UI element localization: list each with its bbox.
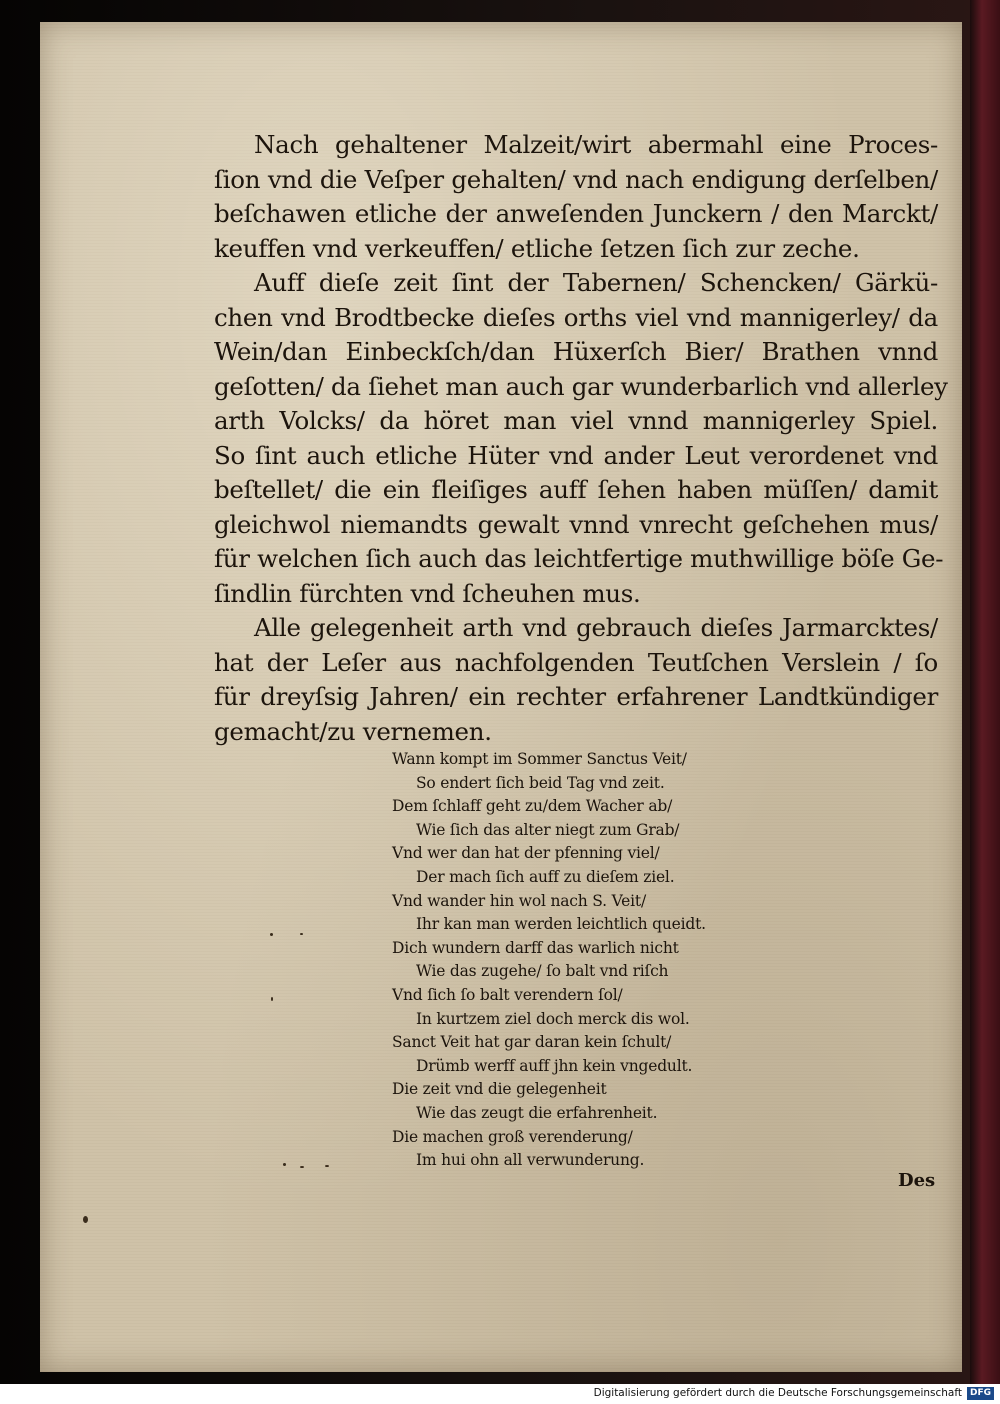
dfg-logo-icon: DFG [967, 1387, 994, 1400]
verse-line: Der mach ſich auff zu dieſem ziel. [416, 867, 675, 886]
verse-line: So endert ſich beid Tag vnd zeit. [416, 773, 665, 792]
text-line: gemacht/zu vernemen. [214, 716, 492, 746]
book-edge [970, 0, 1000, 1384]
text-line: Wein/dan Einbeckſch/dan Hüxerſch Bier/ Brathen vnnd [214, 337, 938, 366]
verse-line: Wie ſich das alter niegt zum Grab/ [416, 820, 680, 839]
text-line: gleichwol niemandts gewalt vnnd vnrecht geſchehen mus/ [214, 509, 938, 539]
text-line: ſion vnd die Veſper gehalten/ vnd nach endigung derſelben/ [214, 164, 938, 194]
verse-line: Im hui ohn all verwunderung. [416, 1151, 645, 1170]
verse-line: Vnd wander hin wol nach S. Veit/ [392, 891, 646, 910]
funding-notice: Digitalisierung gefördert durch die Deutsche Forschungsgemeinschaft [593, 1387, 962, 1399]
verse-line: Die zeit vnd die gelegenheit [392, 1080, 607, 1099]
main-text [214, 128, 948, 749]
verse-line: Ihr kan man werden leichtlich queidt. [416, 915, 706, 934]
text-line: beſtellet/ die ein fleiſiges auff ſehen haben müſſen/ damit [214, 475, 938, 504]
text-line: Nach gehaltener Malzeit/wirt abermahl eine Proces- [254, 130, 938, 159]
text-line: geſotten/ da ſiehet man auch gar wunderbarlich vnd allerley [214, 371, 948, 401]
text-line: Alle gelegenheit arth vnd gebrauch dieſes Jarmarcktes/ [254, 613, 938, 642]
text-line: keuffen vnd verkeuffen/ etliche ſetzen ſich zur zeche. [214, 233, 860, 263]
verse-line: Wie das zeugt die erfahrenheit. [416, 1103, 658, 1122]
text-line: So ſint auch etliche Hüter vnd ander Leut verordenet vnd [214, 440, 938, 470]
text-line: beſchawen etliche der anweſenden Junckern / den Marckt/ [214, 199, 938, 228]
verse-line: Dich wundern darff das warlich nicht [392, 938, 679, 957]
verse-line: Wie das zugehe/ ſo balt vnd riſch [416, 962, 669, 981]
text-line: chen vnd Brodtbecke dieſes orths viel vnd mannigerley/ da [214, 302, 938, 332]
verse-line: Wann kompt im Sommer Sanctus Veit/ [392, 750, 687, 768]
verse-line: Die machen groß verenderung/ [392, 1127, 633, 1146]
verse-block [392, 748, 772, 1173]
text-line: ſindlin fürchten vnd ſcheuhen mus. [214, 578, 641, 608]
verse-line: Vnd ſich ſo balt verendern ſol/ [392, 985, 623, 1004]
text-line: für dreyſsig Jahren/ ein rechter erfahrener Landtkündiger [214, 682, 938, 711]
text-line: hat der Leſer aus nachfolgenden Teutſchen Verslein / ſo [214, 647, 938, 677]
verse-line: In kurtzem ziel doch merck dis wol. [416, 1009, 690, 1028]
text-line: Auff dieſe zeit ſint der Tabernen/ Schencken/ Gärkü- [254, 268, 938, 297]
text-line: für welchen ſich auch das leichtfertige muthwillige böſe Ge- [214, 544, 944, 573]
text-line: arth Volcks/ da höret man viel vnnd mannigerley Spiel. [214, 406, 938, 435]
catchword: Des [898, 1170, 936, 1191]
verse-line: Drümb werff auff jhn kein vngedult. [416, 1056, 693, 1075]
verse-line: Sanct Veit hat gar daran kein ſchult/ [392, 1033, 672, 1052]
verse-line: Vnd wer dan hat der pfenning viel/ [392, 844, 660, 863]
verse-line: Dem ſchlaff geht zu/dem Wacher ab/ [392, 797, 673, 816]
